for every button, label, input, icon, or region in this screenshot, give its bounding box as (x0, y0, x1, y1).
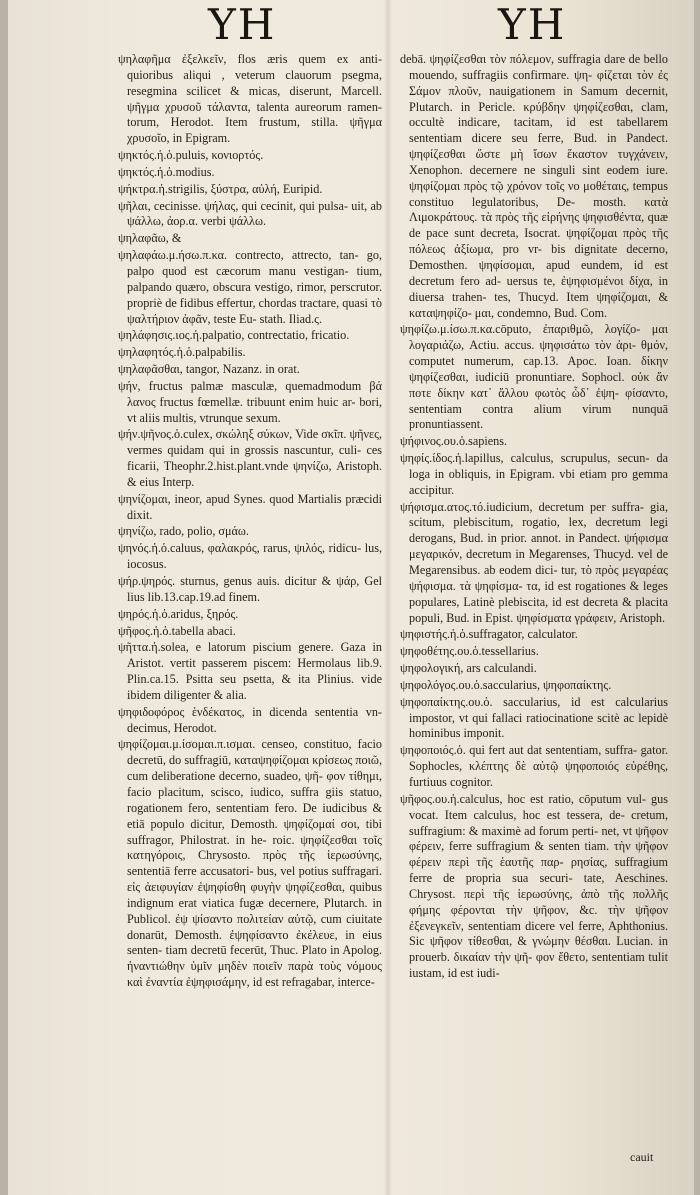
dictionary-entry: ψῆφος.ου.ἡ.calculus, hoc est ratio, cōputum vul- gus vocat. Item calculus, hoc est tessera, de- cretum, suffragium: & maximè ad forum perti- net, vt ψῆφον φέρειν, ferre suffragium & senten tiam. τὴν ψῆφον φέρειν περὶ τῆς ἑαυτῆς παρ- ρησίας, suffragium ferre de propria sua securi- tate, Aeschines. Chrysost. περὶ τῆς ἱερωσύνης, ἀπὸ τῆς πολλῆς φήμης φέρονται τὴν ψῆφον, &c. τὴν ψῆφον ἐξενεγκεῖν, sententiam dicere vel ferre, Aphthonius. Sic ψῆφον τίθεσθαι, & γνώμην θέσθαι. Lucian. in prouerb. δικαίαν τὴν ψῆ- φον ἔθετο, sententiam tulit iustam, id est iudi- (400, 791, 668, 981)
left-column (118, 52, 382, 992)
dictionary-entry: ψηφολογική, ars calculandi. (400, 661, 537, 676)
dictionary-entry: debā. ψηφίζεσθαι τὸν πόλεμον, suffragia dare de bello mouendo, suffragiis confirmare. ψη- φίζεται τὸν ἐς Σάμον πλοῦν, nauigationem in Samum decernit, Plutarch. in Pericle. κρύβδην ψηφίζεσθαι, clam, occultè indicare, tacitam, id est tabellarem sententiam dicere seu ferre, Bud. in Pandect. ψηφίζεσθαι ὥστε μὴ ἴσων ἕκαστον τυγχάνειν, Xenophon. decernere ne singuli sint eodem iure. ψηφίζομαι πρὸς τῷ χρόνον τοῖς νο μοθέταις, tempus constituo legulatoribus, De- mosth. κατὰ Λιμοκράτους. τὰ πρὸς τῆς εἰρήνης ψηφισθέντα, quæ de pace sunt decreta, Isocrat. ψηφίζομαι πρὸς τῆς πόλεως ἀξίωμα, pro vr- bis dignitate decerno, Demosthen. ψηφίσομαι, apud eundem, id est decretum fero ad- uersus te, ἐψηφισμένοι δίχα, in diuersa trahen- tes, Thucyd. Item ψηφίζομαι, & καταψηφίζο- μαι, condemno, Bud. Com. (400, 52, 668, 320)
dictionary-entry: ψῆττα.ἡ.solea, e latorum piscium genere. Gaza in Aristot. vertit passerem piscem: Hermolaus lib.9. Plin.ca.15. Psitta seu psetta, & ita Plinius. vide ibidem diligenter & alia. (118, 640, 382, 702)
dictionary-entry: ψηφοποιός.ὁ. qui fert aut dat sententiam, suffra- gator. Sophocles, κλέπτης δὲ αὐτῷ ψηφοποιός εὑρέθης, furtiuus cognitor. (400, 743, 668, 789)
running-header-left: ΥΗ (208, 0, 277, 49)
dictionary-entry: ψηλαφᾶω, & (118, 231, 182, 246)
dictionary-entry: ψηλαφῆμα ἐξελκεῖν, flos æris quem ex anti- quioribus aliqui , veterum clauorum psegma, resegmina scilicet & micas, diserunt, Marcell. ψῆγμα χρυσοῦ τάλαντα, talenta aureorum ramen- torum, Herodot. Item frustum, stilla. ψῆγμα χρυσοῖο, in Epigram. (118, 52, 382, 146)
dictionary-entry: ψηνός.ἡ.ὁ.caluus, φαλακρός, rarus, ψιλός, ridicu- lus, iocosus. (118, 541, 382, 572)
dictionary-entry: ψῆλαι, cecinisse. ψήλας, qui cecinit, qui pulsa- uit, ab ψάλλω, ἀορ.α. verbi ψάλλω. (118, 198, 382, 229)
dictionary-entry: ψηλάφησις.ιος.ἡ.palpatio, contrectatio, fricatio. (118, 328, 350, 343)
dictionary-entry: ψηρός.ἡ.ὁ.aridus, ξηρός. (118, 606, 239, 621)
dictionary-entry: ψηλαφᾶσθαι, tangor, Nazanz. in orat. (118, 362, 300, 377)
dictionary-entry: ψηφίζω.μ.ίσω.π.κα.cōputo, ἐπαριθμῶ, λογίζο- μαι λογαριάζω, Actiu. accus. ψηφισάτω τὸν ἀρι- θμόν, computet numerum, cap.13. Apoc. Ioan. δίκην ψηφίζεσθαι, iudiciū pronuntiare. Sophocl. οὐκ ἄν ποτε δίκην κατ᾽ ἄλλου φωτὸς ὧδ᾽ ἐψη- φίσαντο, sententiam contra alium virum nunquā pronuntiassent. (400, 322, 668, 432)
column-gutter (384, 0, 392, 1195)
dictionary-entry: ψηκτός.ἡ.ὁ.puluis, κονιορτός. (118, 148, 264, 163)
dictionary-entry: ψήρ.ψηρός. sturnus, genus auis. dicitur & ψάρ, Gel lius lib.13.cap.19.ad finem. (118, 574, 382, 604)
dictionary-entry: ψῆφος.ἡ.ὁ.tabella abaci. (118, 623, 236, 638)
dictionary-entry: ψηφιστής.ἡ.ὁ.suffragator, calculator. (400, 627, 578, 642)
dictionary-entry: ψηλαφητός.ἡ.ὁ.palpabilis. (118, 345, 246, 360)
dictionary-entry: ψήφινος.ου.ὁ.sapiens. (400, 434, 508, 449)
right-column (400, 52, 668, 983)
dictionary-entry: ψηνίζομαι, ineor, apud Synes. quod Martialis præcidi dixit. (118, 491, 382, 522)
dictionary-entry: ψήκτρα.ἡ.strigilis, ξύστρα, αὐλή, Euripid. (118, 181, 323, 196)
dictionary-entry: ψηφίς.ίδος.ἡ.lapillus, calculus, scrupulus, secun- da loga in obliquis, in Epigram. vbi etiam pro gemma accipitur. (400, 451, 668, 497)
dictionary-entry: ψηλαφάω.μ.ήσω.π.κα. contrecto, attrecto, tan- go, palpo quod est cæcorum manu vestigan- tium, palpando quæro, obscura vestigo, rimor, perscrutor. propriè de fidibus effertur, chordas tractare, quasi τὸ ψαλτήριον ἀφᾶν, teste Eu- stath. Iliad.ς. (118, 248, 382, 326)
dictionary-entry: ψήν.ψῆνος.ὁ.culex, σκώληξ σύκων, Vide σκῖπ. ψῆνες, vermes quidam qui in grossis nascuntur, culi- ces ficarii, Theophr.2.hist.plant.vnde ψηνίζω, Aristoph. & eius Interp. (118, 427, 382, 489)
running-header-right: ΥΗ (498, 0, 567, 49)
dictionary-entry: ψήν, fructus palmæ masculæ, quemadmodum βά λανος fructus fœmellæ. tribuunt enim huic ar- bori, vt aliis multis, vtrunque sexum. (118, 378, 382, 425)
dictionary-entry: ψήφισμα.ατος.τό.iudicium, decretum per suffra- gia, scitum, plebiscitum, rogatio, lex, decretum legi derogans, Bud. in prior. annot. in Pandect. ψήφισμα μεγαρικόν, decretum in Megarenses, Thucyd. vel de Megarensibus. ab eodem dici- tur, τὸ πρὸς μεγαρέας ψήφισμα. τὰ ψηφίσμα- τα, id est rogationes & leges populares, Latinè plebiscita, id est decreta & placita populi, Bud. in Epist. ψηφίσματα γράφειν, Aristoph. (400, 499, 668, 625)
dictionary-entry: ψηφίζομαι.μ.ίσομαι.π.ισμαι. censeo, constituo, facio decretū, do suffragiū, καταψηφίζομαι κρίσεως ποιῶ, cum deliberatione decerno, suadeo, ψῆ- φον τίθημι, facio placitum, scisco, iudico, suffra giis statuo, rogationem fero, sententiam fero. De iudicibus & etiā populo dicitur, Demosth. ψηφίζομαί σοι, tibi suffragor, Philostrat. in he- roic. ψηφίζεσθαι τοῖς κατηγόροις, Chrysosto. πρὸς τῆς ἱερωσύνης, sententiā ferre accusatori- bus, vel potius suffragari. εἰς ἀειφυγίαν ἐψηφίσθη φυγὴν ψηφίζεσθαι, quibus indignum erat viatica fugæ decernere, Plutarch. in Publicol. ἐψ ψίσαντο πολιτείαν αὐτῷ, cum ciuitate donarūt, Demosth. ἐψηφίσαντο ἐκέλευε, in eius senten- tiam decretū fecerūt, Thuc. Plato in Apolog. ἠναντιώθην ὑμῖν μηδὲν ποιεῖν παρὰ τοὺς νόμους καὶ ἐναντία ἐψηφισάμην, id est refragabar, interce- (118, 737, 382, 990)
dictionary-entry: ψηφιδοφόρος ἑνδέκατος, in dicenda sententia vn- decimus, Herodot. (118, 704, 382, 735)
book-page (8, 0, 694, 1195)
dictionary-entry: ψηνίζω, rado, polio, σμάω. (118, 524, 249, 539)
dictionary-entry: ψηκτός.ἡ.ὁ.modius. (118, 164, 215, 179)
dictionary-entry: ψηφοθέτης.ου.ὁ.tessellarius. (400, 644, 539, 659)
dictionary-entry: ψηφοπαίκτης.ου.ὁ. saccularius, id est calcularius impostor, vt qui fallaci ratiocinatione scitè ac lepidè hominibus imponit. (400, 694, 668, 741)
catchword: cauit (630, 1150, 654, 1164)
dictionary-entry: ψηφολόγος.ου.ὁ.saccularius, ψηφοπαίκτης. (400, 677, 612, 692)
